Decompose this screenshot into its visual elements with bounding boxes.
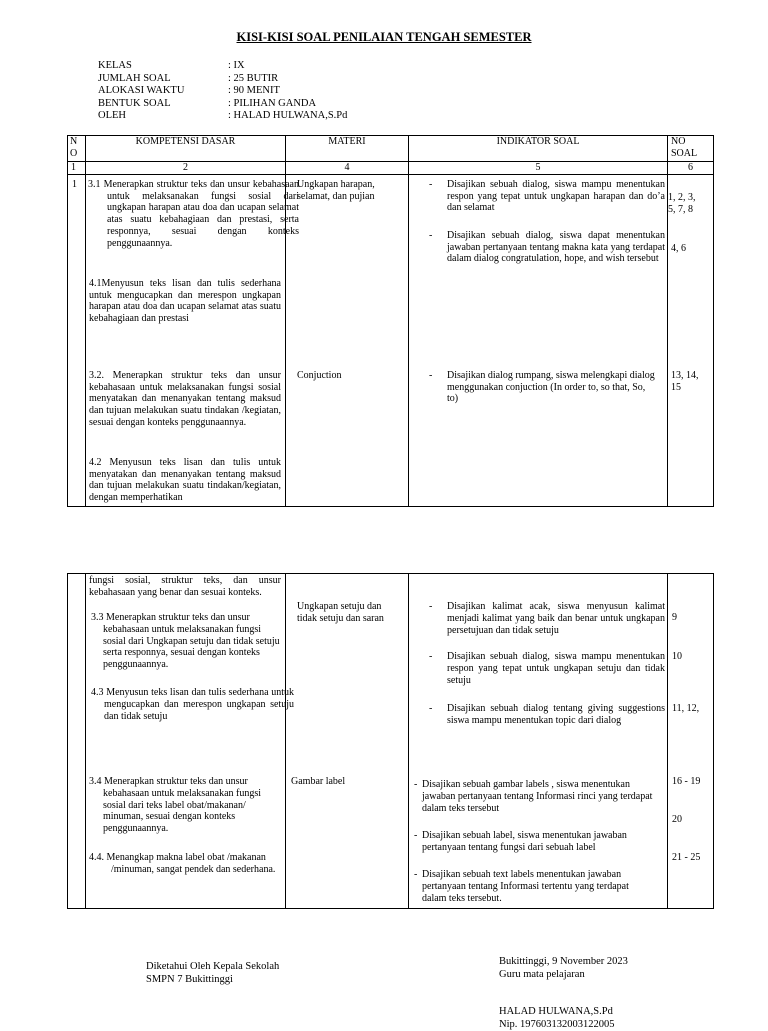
teacher-name: HALAD HULWANA,S.Pd: [499, 1006, 613, 1017]
header-no-soal-text: NO SOAL: [671, 136, 698, 159]
info-jumlah-soal: [98, 73, 347, 86]
kd-continued: fungsi sosial, struktur teks, dan unsur kebahasaan yang benar dan sesuai konteks.: [89, 575, 281, 598]
row-no-cell: [68, 574, 86, 909]
materi-cell: [286, 574, 409, 909]
indikator-text: Disajikan sebuah dialog, siswa dapat menentukan jawaban pertanyaan tentang makna kata yang terdapat dalam dialog congratulation, hope, and wish tersebut: [447, 229, 665, 265]
nosoal-cell: [668, 574, 714, 909]
nosoal-cell: [668, 174, 714, 506]
colnum-indikator: 5: [409, 162, 668, 175]
principal-label: Diketahui Oleh Kepala Sekolah: [146, 961, 280, 972]
kd-4-3: 4.3 Menyusun teks lisan dan tulis sederhana untuk mengucapkan dan merespon ungkapan setuju dan tidak setuju: [91, 687, 294, 722]
row-number: 1: [72, 178, 77, 190]
bullet-dash: -: [429, 229, 433, 241]
materi-gambar-label: Gambar label: [291, 776, 346, 787]
bullet-dash: -: [429, 651, 433, 662]
header-materi: MATERI: [286, 136, 409, 162]
teacher-signature-block: [499, 956, 628, 981]
kd-4-1: 4.1Menyusun teks lisan dan tulis sederhana untuk mengucapkan dan merespon ungkapan harapan atau doa dan ucapan selamat atas suatu kebahagiaan dan prestasi: [89, 277, 281, 325]
teacher-role: Guru mata pelajaran: [499, 968, 585, 980]
document-title: KISI-KISI SOAL PENILAIAN TENGAH SEMESTER: [236, 30, 532, 44]
indikator-text: Disajikan sebuah dialog, siswa mampu menentukan respon yang tepat untuk ungkapan harapan dan do’a dan selamat: [447, 178, 665, 214]
indikator-cell: [409, 174, 668, 506]
bullet-dash: -: [414, 779, 418, 790]
materi-conjuction: Conjuction: [297, 369, 342, 381]
kd-cell: [86, 574, 294, 909]
indikator-text: Disajikan sebuah dialog, siswa mampu menentukan respon yang tepat untuk ungkapan setuju dan tidak setuju: [447, 651, 665, 686]
materi-ungkapan-harapan: Ungkapan harapan, selamat, dan pujian: [297, 178, 375, 202]
info-value: : IX: [228, 60, 245, 71]
kd-4-4: 4.4. Menangkap makna label obat /makanan /minuman, sangat pendek dan sederhana.: [89, 852, 276, 875]
colnum-materi: 4: [286, 162, 409, 175]
table-row: [68, 174, 714, 506]
principal-acknowledgement: [146, 961, 279, 986]
header-no-text: N O: [70, 136, 78, 159]
indikator-text: Disajikan kalimat acak, siswa menyusun kalimat menjadi kalimat yang baik dan benar untuk ungkapan persetujuan dan tidak setuju: [447, 601, 665, 636]
info-label: OLEH: [98, 110, 126, 122]
row-no-cell: [68, 174, 86, 506]
bullet-dash: -: [429, 369, 433, 381]
indikator-cell: [409, 574, 668, 909]
header-no-soal: [668, 136, 714, 162]
indikator-text: Disajikan sebuah label, siswa menentukan jawaban pertanyaan tentang fungsi dari sebuah label: [422, 830, 627, 853]
info-value: : 90 MENIT: [228, 85, 280, 97]
table-row: [68, 574, 714, 909]
header-no: [68, 136, 86, 162]
teacher-nip: Nip. 197603132003122005: [499, 1018, 615, 1030]
nosoal-value: 16 - 19: [672, 776, 701, 787]
place-date: Bukittinggi, 9 November 2023: [499, 956, 628, 967]
nosoal-value: 20: [672, 814, 682, 825]
info-label: KELAS: [98, 60, 132, 71]
kd-4-2: 4.2 Menyusun teks lisan dan tulis untuk menyatakan dan menanyakan tentang maksud dan tujuan melakukan suatu tindakan/kegiatan, dengan memperhatikan: [89, 456, 281, 504]
info-alokasi-waktu: [98, 85, 347, 98]
indikator-text: Disajikan sebuah dialog tentang giving suggestions siswa mampu menentukan topic dari dialog: [447, 703, 665, 726]
nosoal-value: 13, 14, 15: [671, 369, 699, 393]
materi-cell: [286, 174, 409, 506]
info-label: JUMLAH SOAL: [98, 72, 171, 84]
nosoal-value: 4, 6: [671, 242, 686, 254]
kd-3-2: 3.2. Menerapkan struktur teks dan unsur kebahasaan untuk melaksanakan fungsi sosial menyatakan dan menanyakan tentang maksud dan tujuan melakukan suatu tindakan /kegiatan, sesuai dengan konteks penggunaannya.: [89, 369, 281, 428]
kd-3-1: 3.1 Menerapkan struktur teks dan unsur kebahasaan untuk melaksanakan fungsi sosial dari ungkapan harapan atau doa dan ucapan selamat atas suatu kebahagiaan dan prestasi, serta responnya, sesuai dengan konteks penggunaannya.: [88, 178, 299, 249]
colnum-kd: 2: [86, 162, 286, 175]
info-label: ALOKASI WAKTU: [98, 85, 185, 97]
nosoal-value: 10: [672, 651, 682, 662]
header-kompetensi-dasar: KOMPETENSI DASAR: [86, 136, 286, 162]
kd-3-3: 3.3 Menerapkan struktur teks dan unsur kebahasaan untuk melaksanakan fungsi sosial dari Ungkapan setuju dan tidak setuju serta responnya, sesuai dengan konteks penggunaannya.: [91, 612, 280, 671]
kisi-kisi-table-page1: [67, 135, 714, 507]
column-number-row: [68, 162, 714, 175]
colnum-no: 1: [68, 162, 86, 175]
info-oleh: [98, 110, 347, 123]
indikator-text: Disajikan sebuah gambar labels , siswa menentukan jawaban pertanyaan tentang Informasi rinci yang terdapat dalam teks tersebut: [422, 779, 653, 814]
kd-3-4: 3.4 Menerapkan struktur teks dan unsur kebahasaan untuk melaksanakan fungsi sosial dari teks label obat/makanan/ minuman, sesuai dengan konteks penggunaannya.: [89, 776, 262, 835]
school-name: SMPN 7 Bukittinggi: [146, 973, 233, 985]
info-value: : HALAD HULWANA,S.Pd: [228, 110, 348, 122]
info-label: BENTUK SOAL: [98, 97, 171, 109]
nosoal-value: 1, 2, 3, 5, 7, 8: [668, 191, 696, 215]
info-value: : PILIHAN GANDA: [228, 97, 317, 109]
bullet-dash: -: [414, 869, 418, 880]
bullet-dash: -: [414, 830, 418, 841]
kd-cell: [86, 174, 299, 506]
colnum-nosoal: 6: [668, 162, 714, 175]
kisi-kisi-table-page2: [67, 573, 714, 909]
indikator-text: Disajikan dialog rumpang, siswa melengkapi dialog menggunakan conjuction (In order to, so that, So, to): [447, 369, 655, 405]
bullet-dash: -: [429, 703, 433, 714]
materi-setuju: Ungkapan setuju dan tidak setuju dan saran: [297, 601, 384, 624]
nosoal-value: 11, 12,: [672, 703, 700, 714]
bullet-dash: -: [429, 601, 433, 612]
nosoal-value: 9: [672, 612, 677, 623]
info-kelas: [98, 60, 347, 73]
document-info: [98, 60, 347, 123]
teacher-name-block: [499, 1006, 615, 1031]
nosoal-value: 21 - 25: [672, 852, 701, 863]
header-indikator: INDIKATOR SOAL: [409, 136, 668, 162]
bullet-dash: -: [429, 178, 433, 190]
table-header-row: [68, 136, 714, 162]
indikator-text: Disajikan sebuah text labels menentukan jawaban pertanyaan tentang Informasi tertentu yang terdapat dalam teks tersebut.: [422, 869, 629, 904]
info-bentuk-soal: [98, 98, 347, 111]
info-value: : 25 BUTIR: [228, 72, 279, 84]
